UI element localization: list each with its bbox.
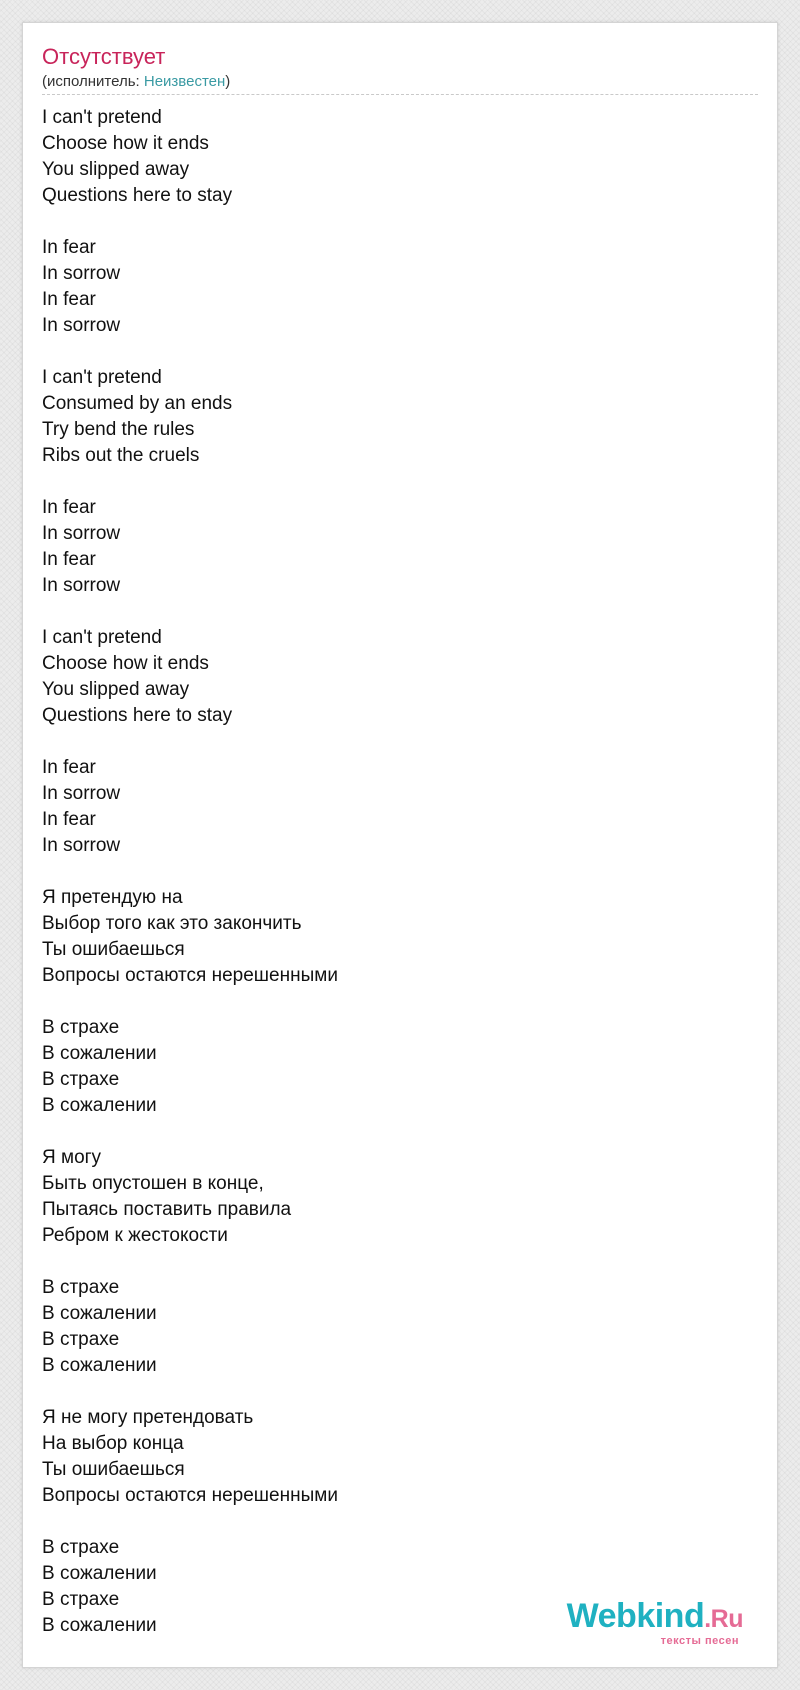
lyric-line: Я могу: [42, 1147, 102, 1168]
lyrics-stanza: [42, 495, 742, 599]
lyric-line: В страхе: [42, 1277, 120, 1298]
lyrics-stanza: [42, 1015, 742, 1119]
lyric-line: В страхе: [42, 1069, 120, 1090]
lyrics-card: [22, 22, 778, 1668]
lyrics-stanza: [42, 755, 742, 859]
song-title: Отсутствует: [42, 44, 166, 69]
lyric-line: Ты ошибаешься: [42, 939, 185, 960]
lyric-line: Try bend the rules: [42, 419, 195, 440]
lyrics-stanza: [42, 1405, 742, 1509]
lyric-line: Я не могу претендовать: [42, 1407, 254, 1428]
lyrics-stanza: [42, 1145, 742, 1249]
lyric-line: На выбор конца: [42, 1433, 184, 1454]
artist-prefix: (исполнитель:: [42, 73, 144, 90]
lyric-line: Consumed by an ends: [42, 393, 233, 414]
lyric-line: Ribs out the cruels: [42, 445, 200, 466]
lyric-line: I can't pretend: [42, 627, 162, 648]
lyric-line: In sorrow: [42, 315, 121, 336]
lyric-line: In fear: [42, 809, 96, 830]
lyric-line: You slipped away: [42, 679, 190, 700]
lyric-line: Choose how it ends: [42, 653, 209, 674]
artist-link[interactable]: Неизвестен: [143, 73, 226, 90]
lyric-line: In fear: [42, 289, 96, 310]
artist-line: [42, 73, 230, 91]
lyric-line: In sorrow: [42, 835, 121, 856]
lyric-line: In sorrow: [42, 263, 121, 284]
lyric-line: Быть опустошен в конце,: [42, 1173, 264, 1194]
lyrics-stanza: [42, 365, 742, 469]
lyrics-stanza: [42, 1275, 742, 1379]
lyric-line: In sorrow: [42, 523, 121, 544]
lyric-line: В страхе: [42, 1329, 120, 1350]
lyric-line: Choose how it ends: [42, 133, 209, 154]
lyric-line: In fear: [42, 757, 96, 778]
lyric-line: Questions here to stay: [42, 705, 233, 726]
lyric-line: Вопросы остаются нерешенными: [42, 1485, 338, 1506]
lyrics-stanza: [42, 885, 742, 989]
logo-suffix-text: .Ru: [704, 1605, 743, 1633]
lyric-line: В страхе: [42, 1537, 120, 1558]
lyric-line: В сожалении: [42, 1095, 157, 1116]
lyric-line: I can't pretend: [42, 367, 162, 388]
lyric-line: Ребром к жестокости: [42, 1225, 228, 1246]
lyric-line: В сожалении: [42, 1615, 157, 1636]
logo-wordmark: [567, 1599, 743, 1636]
lyric-line: You slipped away: [42, 159, 190, 180]
logo-tagline: тексты песен: [660, 1635, 739, 1647]
lyric-line: In fear: [42, 549, 96, 570]
lyric-line: В страхе: [42, 1589, 120, 1610]
lyric-line: Ты ошибаешься: [42, 1459, 185, 1480]
logo-main-text: Webkind: [566, 1597, 705, 1635]
lyric-line: Я претендую на: [42, 887, 183, 908]
lyric-line: В сожалении: [42, 1303, 157, 1324]
lyric-line: Выбор того как это закончить: [42, 913, 302, 934]
lyrics-stanza: [42, 235, 742, 339]
lyric-line: В сожалении: [42, 1043, 157, 1064]
webkind-logo[interactable]: [567, 1599, 743, 1647]
lyric-line: В сожалении: [42, 1355, 157, 1376]
artist-suffix: ): [225, 73, 231, 90]
lyrics-stanza: [42, 105, 742, 209]
lyric-line: In sorrow: [42, 783, 121, 804]
lyrics-stanza: [42, 625, 742, 729]
lyric-line: In sorrow: [42, 575, 121, 596]
lyric-line: In fear: [42, 497, 96, 518]
lyric-line: В сожалении: [42, 1563, 157, 1584]
lyric-line: Пытаясь поставить правила: [42, 1199, 292, 1220]
title-divider: [42, 94, 758, 95]
lyric-line: В страхе: [42, 1017, 120, 1038]
lyric-line: In fear: [42, 237, 96, 258]
lyric-line: I can't pretend: [42, 107, 162, 128]
lyrics-text: [42, 105, 742, 1665]
lyric-line: Questions here to stay: [42, 185, 233, 206]
lyric-line: Вопросы остаются нерешенными: [42, 965, 338, 986]
